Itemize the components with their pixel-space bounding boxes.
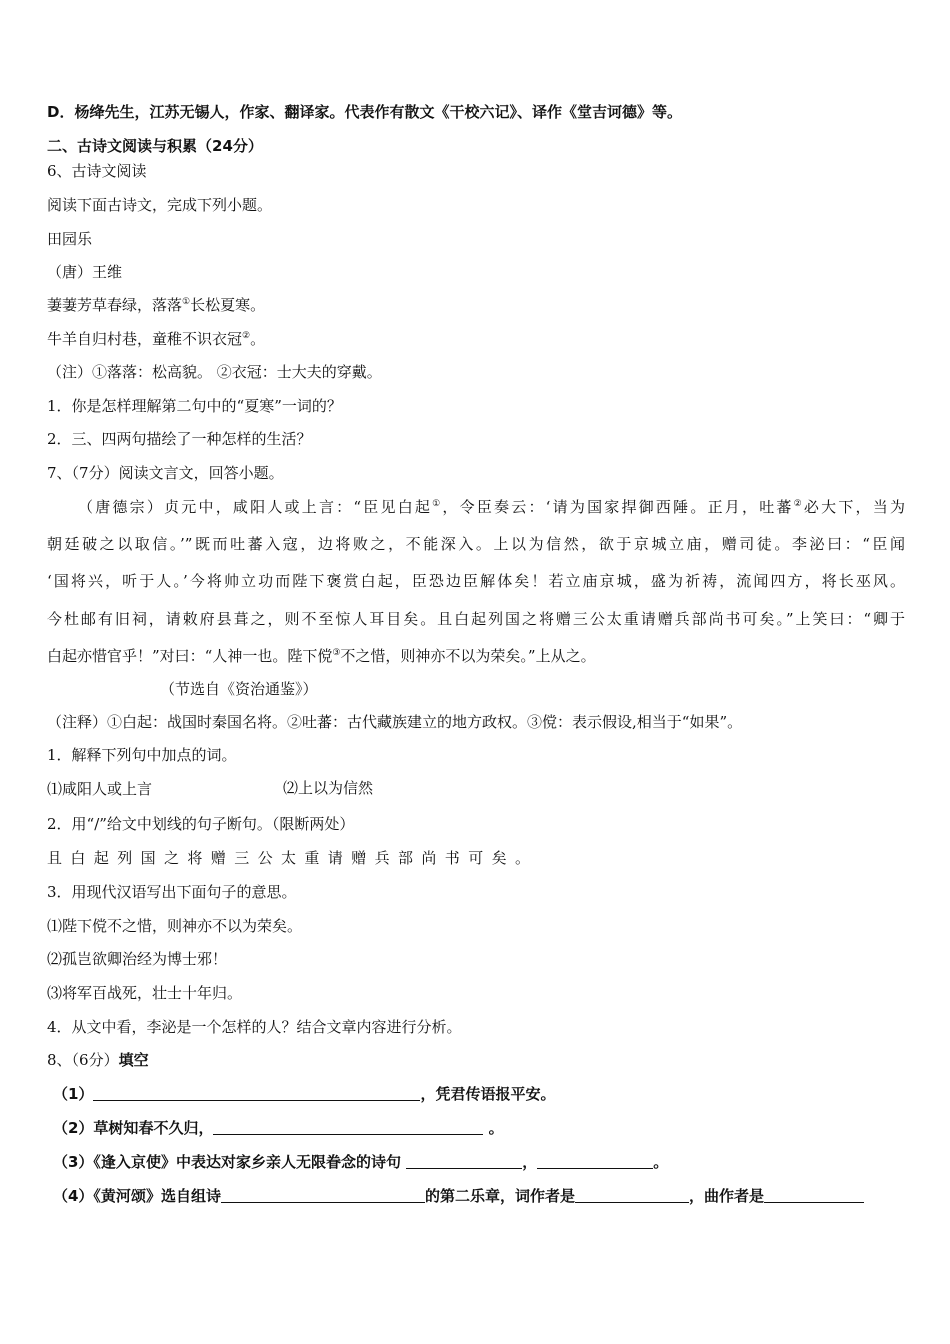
poem-line-1 (47, 295, 265, 315)
fill-blank-4-head: （4）《黄河颂》选自组诗 (53, 1187, 221, 1205)
fill-blank-3-mid: ， (522, 1153, 538, 1171)
fill-blank-1-tail: ，凭君传语报平安。 (420, 1085, 556, 1103)
question-6-2: 2．三、四两句描绘了一种怎样的生活？ (47, 430, 312, 448)
answer-blank[interactable] (537, 1153, 653, 1169)
footnote-mark: ② (793, 499, 804, 509)
question-7-1-a: ⑴咸阳人或上言 (47, 780, 153, 798)
question-6-heading: 6、古诗文阅读 (47, 162, 147, 180)
answer-blank[interactable] (221, 1187, 425, 1203)
passage-line-1-part-a: （唐德宗）贞元中，咸阳人或上言：“臣见白起 (78, 498, 433, 516)
fill-blank-2 (53, 1118, 504, 1138)
question-7-3-b: ⑵孤岂欲卿治经为博士邪！ (47, 950, 228, 968)
passage-line-5 (47, 646, 596, 666)
passage-annotation: （注释）①白起：战国时秦国名将。②吐蕃：古代藏族建立的地方政权。③傥：表示假设,相当于“如果”。 (47, 713, 743, 731)
answer-blank[interactable] (406, 1153, 522, 1169)
fill-blank-1 (53, 1084, 555, 1104)
passage-line-3: ‘国将兴，听于人。’今将帅立功而陛下褒赏白起，臣恐边臣解体矣！若立庙京城，盛为祈祷，流闻四方，将长巫风。 (47, 572, 905, 590)
poem-author: （唐）王维 (47, 263, 123, 281)
question-7-3-a: ⑴陛下傥不之惜，则神亦不以为荣矣。 (47, 917, 303, 935)
poem-line-2-part-b: 。 (250, 330, 266, 348)
fill-blank-1-number: （1） (53, 1085, 94, 1103)
passage-line-1-part-c: 必大下，当为 (803, 498, 905, 516)
poem-line-2 (47, 329, 265, 349)
question-7-3-c: ⑶将军百战死，壮士十年归。 (47, 984, 243, 1002)
poem-line-2-part-a: 牛羊自归村巷，童稚不识衣冠 (47, 330, 243, 348)
option-d: D．杨绛先生，江苏无锡人，作家、翻译家。代表作有散文《干校六记》、译作《堂吉诃德》等。 (47, 103, 682, 121)
section-heading: 二、古诗文阅读与积累（24分） (47, 137, 263, 155)
footnote-mark: ① (182, 297, 191, 307)
answer-blank[interactable] (764, 1187, 864, 1203)
question-7-3: 3．用现代汉语写出下面句子的意思。 (47, 883, 297, 901)
fill-blank-3-head: （3）《逢入京使》中表达对家乡亲人无限眷念的诗句 (53, 1153, 401, 1171)
passage-line-1 (78, 497, 905, 517)
footnote-mark: ② (242, 331, 251, 341)
passage-line-1-part-b: ，令臣奏云：‘请为国家捍御西陲。正月，吐蕃 (442, 498, 794, 516)
fill-blank-3-tail: 。 (653, 1153, 669, 1171)
question-7-2: 2．用“/”给文中划线的句子断句。（限断两处） (47, 815, 355, 833)
question-7-4: 4．从文中看，李泌是一个怎样的人？结合文章内容进行分析。 (47, 1018, 462, 1036)
poem-line-1-part-a: 萋萋芳草春绿，落落 (47, 296, 183, 314)
fill-blank-4 (53, 1186, 864, 1206)
passage-line-5-part-b: 不之惜，则神亦不以为荣矣。”上从之。 (340, 647, 596, 665)
answer-blank[interactable] (213, 1119, 483, 1135)
answer-blank[interactable] (575, 1187, 689, 1203)
fill-blank-4-mid-2: ，曲作者是 (688, 1187, 764, 1205)
question-7-1-b: ⑵上以为信然 (283, 779, 374, 797)
footnote-mark: ③ (332, 648, 341, 658)
passage-source: （节选自《资治通鉴》） (160, 680, 318, 698)
question-8-heading (47, 1050, 149, 1070)
question-7-2-sentence: 且白起列国之将赠三公太重请赠兵部尚书可矣。 (47, 849, 539, 867)
question-8-number: 8、（6分） (47, 1051, 119, 1069)
question-6-instruction: 阅读下面古诗文，完成下列小题。 (47, 196, 273, 214)
passage-line-4: 今杜邮有旧祠，请敕府县葺之，则不至惊人耳目矣。且白起列国之将赠三公太重请赠兵部尚书可矣。”上笑曰：“卿于 (47, 610, 905, 628)
answer-blank[interactable] (93, 1085, 420, 1101)
question-8-title: 填空 (118, 1051, 149, 1069)
question-7-heading: 7、（7分）阅读文言文，回答小题。 (47, 464, 284, 482)
poem-note: （注）①落落：松高貌。 ②衣冠：士大夫的穿戴。 (47, 363, 382, 381)
fill-blank-2-tail: 。 (483, 1119, 504, 1137)
fill-blank-3 (53, 1152, 668, 1172)
question-7-1: 1．解释下列句中加点的词。 (47, 746, 237, 764)
passage-line-5-part-a: 白起亦惜官乎！”对曰：“人神一也。陛下傥 (47, 647, 333, 665)
footnote-mark: ① (432, 499, 443, 509)
poem-line-1-part-b: 长松夏寒。 (190, 296, 266, 314)
question-6-1: 1．你是怎样理解第二句中的“夏寒”一词的？ (47, 397, 342, 415)
poem-title: 田园乐 (47, 230, 93, 248)
passage-line-2: 朝廷破之以取信。’”既而吐蕃入寇，边将败之，不能深入。上以为信然，欲于京城立庙，赠司徒。李泌曰：“臣闻 (47, 535, 905, 553)
fill-blank-4-mid-1: 的第二乐章，词作者是 (424, 1187, 575, 1205)
fill-blank-2-head: （2）草树知春不久归， (53, 1119, 214, 1137)
